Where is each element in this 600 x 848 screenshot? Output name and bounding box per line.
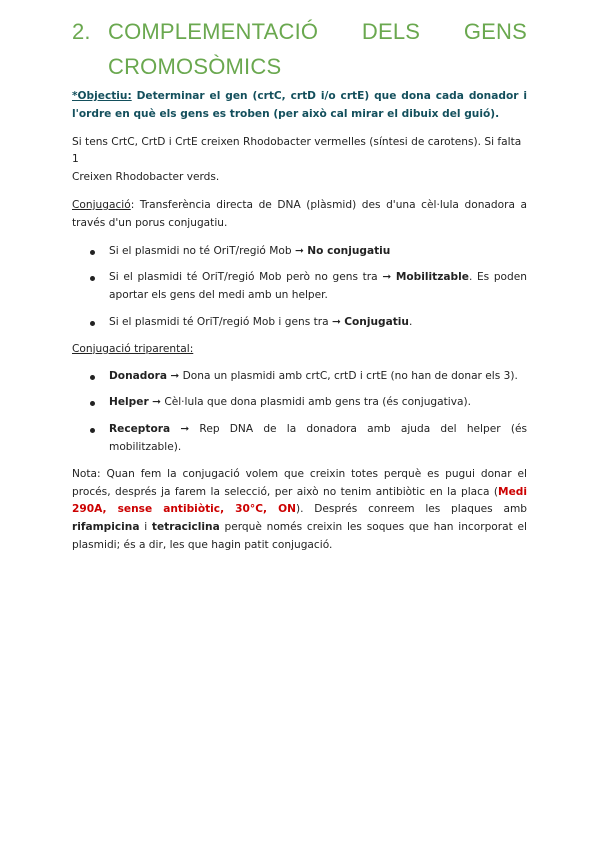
triparental-list (72, 368, 527, 457)
bullet-icon (90, 250, 95, 255)
bullet-icon (90, 321, 95, 326)
arrow-icon: ➞ (382, 271, 392, 284)
list-item: Receptora ➞ Rep DNA de la donadora amb ajuda del helper (és mobilitzable). (72, 421, 527, 457)
title-word-2: DELS (361, 19, 421, 44)
section-title (108, 14, 527, 84)
intro-paragraph (72, 134, 527, 187)
note-paragraph: Nota: Quan fem la conjugació volem que creixin totes perquè es pugui donar el procés, després ja farem la selecció, per això no tenim antibiòtic en la placa (Medi 290A, sense antibiòtic, 30°C, ON). Després conreem les plaques amb rifampicina i tetraciclina perquè només creixin les soques que han incorporat el plasmidi; és a dir, les que hagin patit conjugació. (72, 467, 527, 551)
arrow-icon: ➞ (152, 396, 161, 409)
title-word-1: COMPLEMENTACIÓ (108, 19, 319, 44)
arrow-icon: ➞ (331, 315, 341, 328)
bullet-icon (90, 375, 95, 380)
list-item: Si el plasmidi té OriT/regió Mob i gens tra ➞ Conjugatiu. (72, 314, 527, 332)
section-heading (72, 14, 527, 84)
arrow-icon: ➞ (170, 369, 180, 382)
antibiotic-tetracycline: tetraciclina (151, 521, 220, 534)
intro-line-2: Creixen Rhodobacter verds. (72, 171, 220, 184)
title-line-2: CROMOSÒMICS (108, 54, 282, 79)
list-item: Donadora ➞ Dona un plasmidi amb crtC, crtD i crtE (no han de donar els 3). (72, 368, 527, 386)
document-page (72, 14, 527, 555)
bullet-icon (90, 276, 95, 281)
arrow-icon: ➞ (180, 423, 190, 436)
objective-paragraph (72, 88, 527, 124)
objective-label: *Objectiu: (72, 90, 132, 102)
intro-line-1: Si tens CrtC, CrtD i CrtE creixen Rhodobacter vermelles (síntesi de carotens). Si falta 1 (72, 135, 522, 166)
antibiotic-rifampicin: rifampicina (72, 521, 140, 534)
title-word-3: GENS (463, 19, 527, 44)
conjugation-text: : Transferència directa de DNA (plàsmid) des d'una cèl·lula donadora a través d'un porus conjugatiu. (72, 198, 527, 229)
plasmid-list (72, 243, 527, 332)
section-number: 2. (72, 19, 91, 44)
bullet-icon (90, 401, 95, 406)
list-item: Si el plasmidi no té OriT/regió Mob ➞ No conjugatiu (72, 243, 527, 261)
objective-text: Determinar el gen (crtC, crtD i/o crtE) que dona cada donador i l'ordre en què els gens es troben (per això cal mirar el dibuix del guió). (72, 90, 527, 120)
bullet-icon (90, 428, 95, 433)
medium-highlight: Medi 290A, sense antibiòtic, 30°C, ON (72, 485, 527, 516)
list-item: Si el plasmidi té OriT/regió Mob però no gens tra ➞ Mobilitzable. Es poden aportar els gens del medi amb un helper. (72, 269, 527, 305)
list-item: Helper ➞ Cèl·lula que dona plasmidi amb gens tra (és conjugativa). (72, 394, 527, 412)
triparental-label: Conjugació triparental: (72, 342, 194, 355)
conjugation-label: Conjugació (72, 198, 131, 211)
conjugation-paragraph (72, 197, 527, 233)
arrow-icon: ➞ (295, 244, 304, 257)
